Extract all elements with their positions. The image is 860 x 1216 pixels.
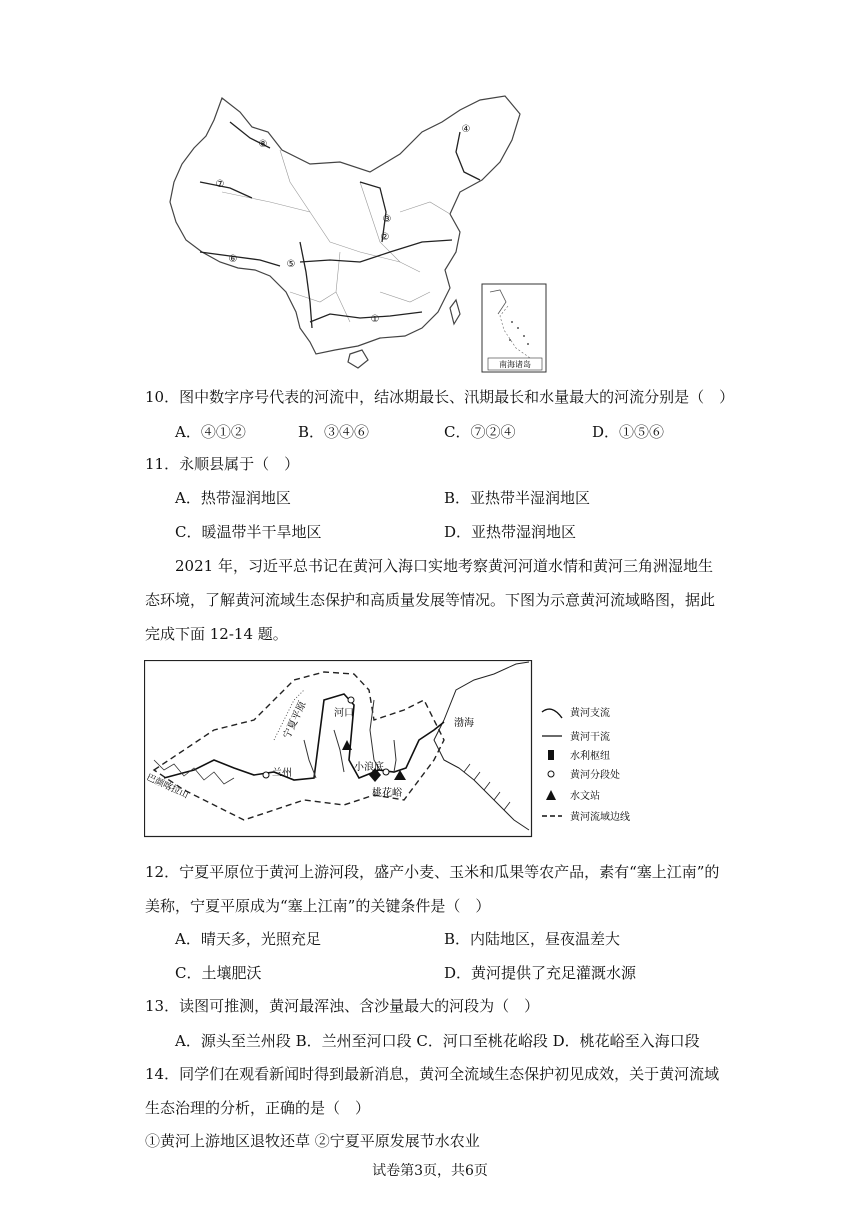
q12-option-d[interactable]: D．黄河提供了充足灌溉水源: [444, 964, 637, 982]
q11-option-d[interactable]: D．亚热带湿润地区: [444, 523, 577, 541]
question-12-stem-2: 美称，宁夏平原成为“塞上江南”的关键条件是（ ）: [145, 897, 491, 915]
question-13-stem: 13．读图可推测，黄河最浑浊、含沙量最大的河段为（ ）: [145, 997, 540, 1015]
passage-line-3: 完成下面 12-14 题。: [145, 625, 288, 643]
label-taohuayu: 桃花峪: [372, 788, 402, 799]
map-marker: ②: [380, 232, 390, 243]
legend-main-stem: 黄河干流: [570, 732, 610, 743]
label-bohai: 渤海: [454, 718, 474, 729]
question-11-stem: 11．永顺县属于（ ）: [145, 455, 300, 473]
q13-options[interactable]: A．源头至兰州段 B．兰州至河口段 C．河口至桃花峪段 D．桃花峪至入海口段: [175, 1032, 700, 1050]
inset-label: 南海诸岛: [499, 360, 531, 369]
question-10-stem: 10．图中数字序号代表的河流中，结冰期最长、汛期最长和水量最大的河流分别是（ ）: [145, 388, 735, 406]
legend-hydro-station: 水文站: [570, 791, 600, 802]
q11-option-a[interactable]: A．热带湿润地区: [175, 489, 291, 507]
label-lanzhou: 兰州: [272, 768, 292, 779]
label-hekou: 河口: [334, 708, 354, 719]
question-12-stem-1: 12．宁夏平原位于黄河上游河段，盛产小麦、玉米和瓜果等农产品，素有“塞上江南”的: [145, 863, 720, 881]
q14-statements: ①黄河上游地区退牧还草 ②宁夏平原发展节水农业: [145, 1132, 480, 1150]
legend-basin-boundary: 黄河流域边线: [570, 812, 630, 823]
q10-option-a[interactable]: A．④①②: [175, 423, 246, 441]
q10-option-b[interactable]: B．③④⑥: [298, 423, 370, 441]
label-bayan: 巴颜喀拉山: [144, 772, 190, 801]
passage-line-2: 态环境，了解黄河流域生态保护和高质量发展等情况。下图为示意黄河流域略图，据此: [145, 591, 716, 609]
map-marker: ③: [382, 214, 392, 225]
legend-segment-point: 黄河分段处: [570, 770, 620, 781]
q11-option-c[interactable]: C．暖温带半干旱地区: [175, 523, 322, 541]
map-marker: ⑥: [228, 254, 238, 265]
q10-option-c[interactable]: C．⑦②④: [444, 423, 516, 441]
page-footer: 试卷第3页，共6页: [372, 1163, 488, 1179]
label-xiaolangdi: 小浪底: [354, 762, 384, 773]
map-marker: ⑤: [286, 259, 296, 270]
q12-option-a[interactable]: A．晴天多，光照充足: [175, 930, 321, 948]
q12-option-c[interactable]: C．土壤肥沃: [175, 964, 262, 982]
legend-hydro-project: 水利枢纽: [570, 751, 610, 762]
map-marker: ⑦: [215, 179, 225, 190]
yellow-river-map: [144, 660, 676, 840]
map-marker: ④: [461, 124, 471, 135]
q12-option-b[interactable]: B．内陆地区，昼夜温差大: [444, 930, 621, 948]
map-marker: ①: [370, 314, 380, 325]
label-ningxia: 宁夏平原: [281, 699, 309, 741]
q10-option-d[interactable]: D．①⑤⑥: [592, 423, 665, 441]
map-legend: [542, 706, 630, 823]
passage-line-1: 2021 年，习近平总书记在黄河入海口实地考察黄河河道水情和黄河三角洲湿地生: [175, 557, 713, 575]
map-marker: ⑧: [258, 139, 268, 150]
china-rivers-map: [160, 92, 550, 374]
question-14-stem-1: 14．同学们在观看新闻时得到最新消息，黄河全流域生态保护初见成效，关于黄河流域: [145, 1065, 720, 1083]
question-14-stem-2: 生态治理的分析，正确的是（ ）: [145, 1099, 371, 1117]
legend-tributary: 黄河支流: [570, 708, 610, 719]
q11-option-b[interactable]: B．亚热带半湿润地区: [444, 489, 591, 507]
